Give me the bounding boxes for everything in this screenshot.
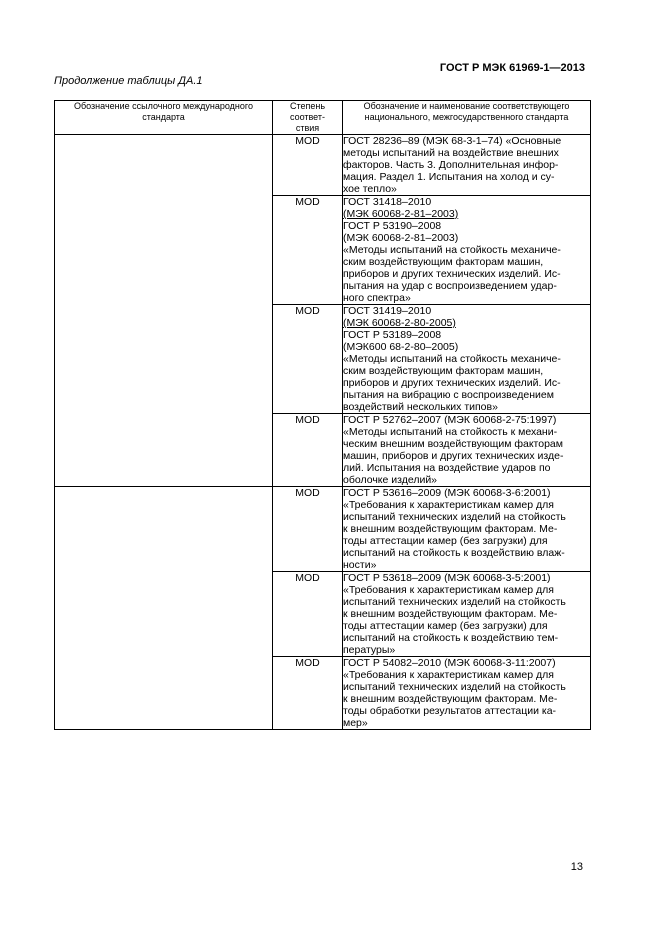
header-line: стандарта <box>142 112 185 122</box>
desc-line: приборов и других технических изделий. Ис- <box>343 377 561 389</box>
desc-line: (МЭК 60068-2-81–2003) <box>343 232 459 244</box>
standards-table <box>54 100 591 730</box>
desc-line: «Методы испытаний на стойкость механиче- <box>343 244 561 256</box>
desc-line: ГОСТ 31419–2010 <box>343 305 432 317</box>
desc-line: хое тепло» <box>343 183 397 195</box>
desc-line: испытаний на стойкость к воздействию влаж- <box>343 547 565 559</box>
national-standard-cell <box>343 305 591 414</box>
desc-line: испытаний на стойкость к воздействию тем- <box>343 632 559 644</box>
international-standard-cell <box>55 135 273 487</box>
desc-line: ГОСТ Р 52762–2007 (МЭК 60068-2-75:1997) <box>343 414 557 426</box>
document-code: ГОСТ Р МЭК 61969-1—2013 <box>439 62 585 74</box>
desc-line: методы испытаний на воздействие внешних <box>343 147 559 159</box>
desc-line: (МЭК 60068-2-80-2005) <box>343 317 456 329</box>
desc-line: мация. Раздел 1. Испытания на холод и су- <box>343 171 555 183</box>
column-header-national-standard <box>343 101 591 135</box>
degree-cell: MOD <box>273 135 343 196</box>
desc-line: пытания на удар с воспроизведением удар- <box>343 280 557 292</box>
desc-line: ским воздействующим факторам машин, <box>343 365 544 377</box>
desc-line: ности» <box>343 559 377 571</box>
desc-line: ческим внешним воздействующим факторам <box>343 438 563 450</box>
desc-line: оболочке изделий» <box>343 474 438 486</box>
header-line: соответ- <box>289 112 326 122</box>
desc-line: «Методы испытаний на стойкость к механи- <box>343 426 558 438</box>
degree-cell: MOD <box>273 414 343 487</box>
desc-line: тоды обработки результатов аттестации ка- <box>343 705 557 717</box>
national-standard-cell <box>343 135 591 196</box>
page-number: 13 <box>570 861 583 873</box>
desc-line: факторов. Часть 3. Дополнительная инфор- <box>343 159 559 171</box>
desc-line: пытания на вибрацию с воспроизведением <box>343 389 554 401</box>
table-caption: Продолжение таблицы ДА.1 <box>54 75 203 87</box>
header-line: Обозначение ссылочного международного <box>73 101 253 111</box>
desc-line: тоды аттестации камер (без загрузки) для <box>343 535 548 547</box>
desc-line: к внешним воздействующим факторам. Ме- <box>343 523 558 535</box>
desc-line: тоды аттестации камер (без загрузки) для <box>343 620 548 632</box>
desc-line: ГОСТ 31418–2010 <box>343 196 432 208</box>
desc-line: к внешним воздействующим факторам. Ме- <box>343 693 558 705</box>
desc-line: ГОСТ Р 54082–2010 (МЭК 60068-3-11:2007) <box>343 657 556 669</box>
row-4-lines <box>343 487 590 571</box>
desc-line: ГОСТ 28236–89 (МЭК 68-3-1–74) «Основные <box>343 135 562 147</box>
column-header-degree <box>273 101 343 135</box>
table-row <box>55 135 591 196</box>
degree-cell: MOD <box>273 572 343 657</box>
desc-line: машин, приборов и других технических изде- <box>343 450 564 462</box>
national-standard-cell <box>343 487 591 572</box>
desc-line: «Методы испытаний на стойкость механиче- <box>343 353 561 365</box>
desc-line: ГОСТ Р 53618–2009 (МЭК 60068-3-5:2001) <box>343 572 551 584</box>
desc-line: «Требования к характеристикам камер для <box>343 669 554 681</box>
header-line: ствия <box>295 123 320 133</box>
desc-line: «Требования к характеристикам камер для <box>343 584 554 596</box>
desc-line: испытаний технических изделий на стойкость <box>343 681 566 693</box>
degree-cell: MOD <box>273 657 343 730</box>
desc-line: (МЭК 60068-2-81–2003) <box>343 208 459 220</box>
degree-cell: MOD <box>273 196 343 305</box>
row-5-lines <box>343 572 590 656</box>
row-2-lines <box>343 305 590 413</box>
column-header-international-standard <box>55 101 273 135</box>
desc-line: воздействий нескольких типов» <box>343 401 498 413</box>
desc-line: пературы» <box>343 644 396 656</box>
desc-line: испытаний технических изделий на стойкость <box>343 596 566 608</box>
row-6-lines <box>343 657 590 729</box>
desc-line: ским воздействующим факторам машин, <box>343 256 544 268</box>
header-line: Степень <box>289 101 326 111</box>
international-standard-cell <box>55 487 273 730</box>
desc-line: мер» <box>343 717 368 729</box>
national-standard-cell <box>343 414 591 487</box>
row-0-lines <box>343 135 590 195</box>
desc-line: к внешним воздействующим факторам. Ме- <box>343 608 558 620</box>
degree-cell: MOD <box>273 487 343 572</box>
desc-line: ГОСТ Р 53189–2008 <box>343 329 442 341</box>
national-standard-cell <box>343 572 591 657</box>
desc-line: испытаний технических изделий на стойкость <box>343 511 566 523</box>
row-1-lines <box>343 196 590 304</box>
national-standard-cell <box>343 196 591 305</box>
degree-cell: MOD <box>273 305 343 414</box>
desc-line: (МЭК600 68-2-80–2005) <box>343 341 459 353</box>
desc-line: лий. Испытания на воздействие ударов по <box>343 462 551 474</box>
row-3-lines <box>343 414 590 486</box>
desc-line: ГОСТ Р 53190–2008 <box>343 220 442 232</box>
desc-line: ГОСТ Р 53616–2009 (МЭК 60068-3-6:2001) <box>343 487 551 499</box>
desc-line: «Требования к характеристикам камер для <box>343 499 554 511</box>
desc-line: приборов и других технических изделий. Ис- <box>343 268 561 280</box>
desc-line: ного спектра» <box>343 292 411 304</box>
national-standard-cell <box>343 657 591 730</box>
table-header-row <box>55 101 591 135</box>
table-row <box>55 487 591 572</box>
header-line: национального, межгосударственного стандарта <box>364 112 569 122</box>
header-line: Обозначение и наименование соответствующего <box>363 101 570 111</box>
